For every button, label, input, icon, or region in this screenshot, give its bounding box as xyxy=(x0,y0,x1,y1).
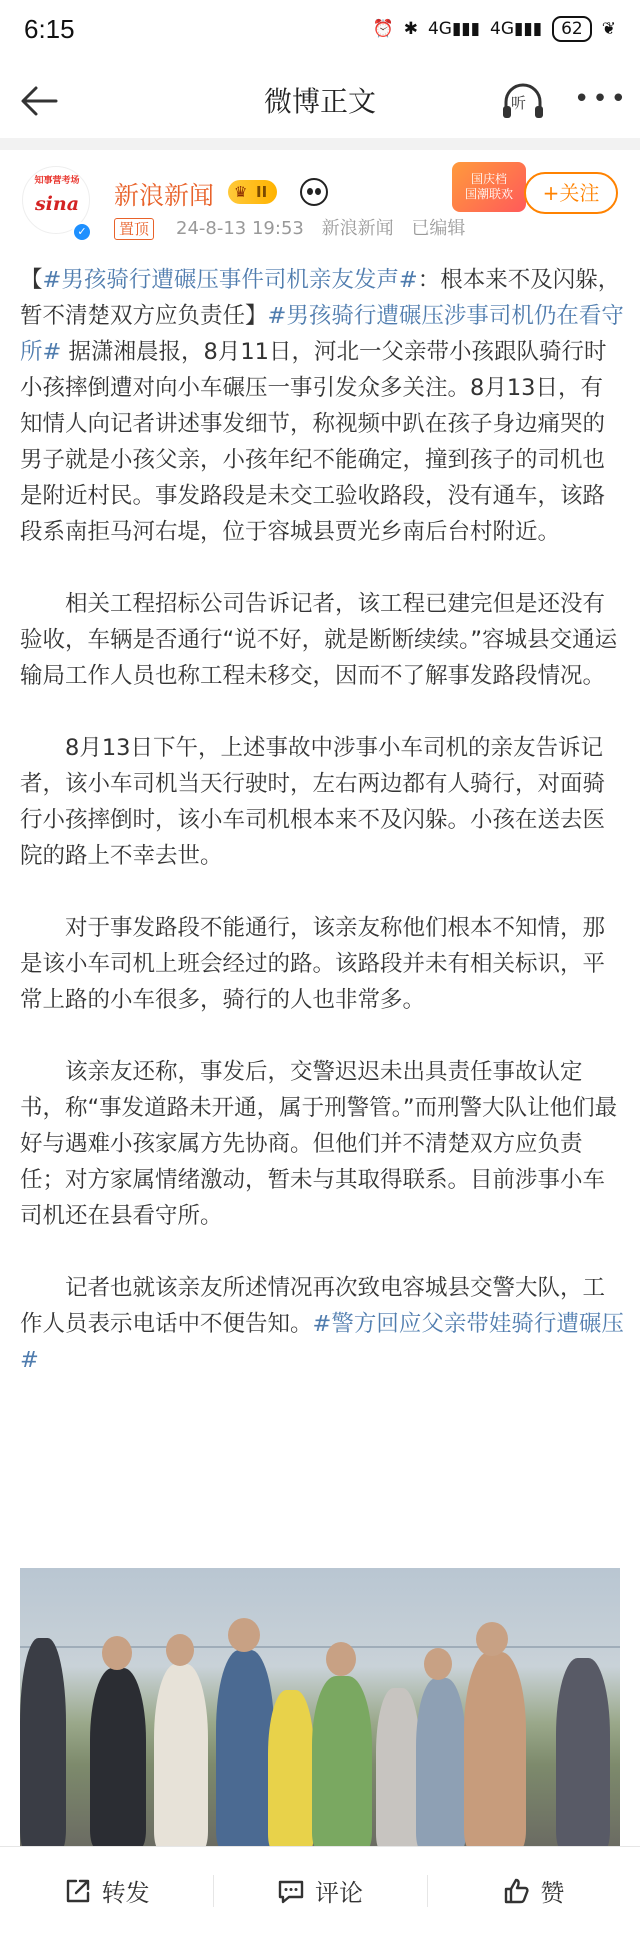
post-timestamp: 24-8-13 19:53 xyxy=(176,218,304,239)
hashtag-link[interactable]: #男孩骑行遭碾压涉事司机仍在看守所# xyxy=(20,303,624,365)
person-head xyxy=(326,1642,356,1676)
more-options-icon[interactable]: ••• xyxy=(574,84,630,114)
paragraph-6: 记者也就该亲友所述情况再次致电容城县交警大队，工作人员表示电话中不便告知。#警方回应父亲带娃骑行遭碾压# xyxy=(20,1275,624,1373)
promo-line-1: 国庆档 xyxy=(470,172,507,186)
divider xyxy=(0,138,640,150)
promo-badge[interactable] xyxy=(452,162,526,212)
alarm-icon: ⏰ xyxy=(372,19,394,39)
person-figure xyxy=(90,1668,146,1848)
level-label: II xyxy=(256,183,268,201)
person-figure xyxy=(464,1652,526,1850)
page-title: 微博正文 xyxy=(263,85,376,118)
paragraph-3: 8月13日下午，上述事故中涉事小车司机的亲友告诉记者，该小车司机当天行驶时，左右两边都有人骑行，对面骑行小孩摔倒时，该小车司机根本来不及闪躲。小孩在送去医院的路上不幸去世。 xyxy=(20,735,606,869)
post-meta xyxy=(176,218,477,240)
nav-bar xyxy=(0,60,640,140)
signal-4g-icon: 4G▮▮▮ xyxy=(490,19,543,39)
listen-label: 听 xyxy=(511,94,527,112)
panda-icon xyxy=(300,178,328,206)
person-head xyxy=(424,1648,452,1680)
listen-button[interactable] xyxy=(498,76,548,126)
paragraph-5: 该亲友还称，事发后，交警迟迟未出具责任事故认定书，称“事发道路未开通，属于刑警管。”而刑警大队让他们最好与遇难小孩家属方先协商。但他们并不清楚双方应负责任；对方家属情绪激动，暂未与其取得联系。目前涉事小车司机还在县看守所。 xyxy=(20,1059,618,1229)
status-time: 6:15 xyxy=(24,13,75,44)
hashtag-link[interactable]: #男孩骑行遭碾压事件司机亲友发声# xyxy=(42,267,418,293)
person-figure xyxy=(268,1690,314,1850)
battery-icon: 62 xyxy=(552,16,592,42)
like-button[interactable] xyxy=(427,1847,640,1934)
comment-label: 评论 xyxy=(314,1879,363,1907)
post-body xyxy=(20,262,624,1414)
signal-4g-icon: 4G▮▮▮ xyxy=(427,19,481,39)
hashtag-link[interactable]: #警方回应父亲带娃骑行遭碾压# xyxy=(20,1311,624,1373)
status-icons xyxy=(373,16,616,42)
status-bar xyxy=(0,0,640,58)
follow-button[interactable]: +关注 xyxy=(524,172,618,214)
paragraph-2: 相关工程招标公司告诉记者，该工程已建完但是还没有验收，车辆是否通行“说不好，就是断断续续。”容城县交通运输局工作人员也称工程未移交，因而不了解事发路段情况。 xyxy=(20,591,618,689)
action-bar xyxy=(0,1846,640,1934)
person-head xyxy=(228,1618,260,1652)
leaf-icon: ❦ xyxy=(601,19,616,39)
edited-label: 已编辑 xyxy=(411,218,466,239)
share-icon xyxy=(64,1877,92,1905)
person-figure xyxy=(154,1664,208,1850)
verified-icon: ✓ xyxy=(72,222,92,242)
person-head xyxy=(166,1634,194,1666)
person-head xyxy=(102,1636,132,1670)
person-figure xyxy=(216,1650,274,1850)
avatar-banner: 知事营考场 xyxy=(34,176,80,186)
pinned-tag: 置顶 xyxy=(114,218,154,240)
thumbs-up-icon xyxy=(502,1877,530,1905)
author-name[interactable]: 新浪新闻 xyxy=(114,181,215,210)
person-head xyxy=(476,1622,508,1656)
sina-logo: sina xyxy=(34,193,80,215)
comment-button[interactable] xyxy=(213,1847,426,1934)
repost-label: 转发 xyxy=(101,1879,150,1907)
promo-line-2: 国潮联欢 xyxy=(464,187,513,201)
repost-button[interactable] xyxy=(0,1847,213,1934)
person-figure xyxy=(376,1688,420,1850)
person-figure xyxy=(556,1658,610,1850)
paragraph-4: 对于事发路段不能通行，该亲友称他们根本不知情，那是该小车司机上班会经过的路。该路段并未有相关标识，平常上路的小车很多，骑行的人也非常多。 xyxy=(20,915,606,1013)
bluetooth-icon: ✱ xyxy=(403,19,418,39)
person-figure xyxy=(312,1676,372,1850)
person-figure xyxy=(416,1678,466,1850)
comment-icon xyxy=(277,1877,305,1905)
post-header xyxy=(0,150,640,250)
person-figure xyxy=(20,1638,66,1850)
post-source: 新浪新闻 xyxy=(321,218,394,239)
like-label: 赞 xyxy=(540,1879,565,1907)
level-badge[interactable] xyxy=(228,180,277,204)
paragraph-1: 【#男孩骑行遭碾压事件司机亲友发声#：根本来不及闪躲，暂不清楚双方应负责任】#男孩骑行遭碾压涉事司机仍在看守所# 据潇湘晨报，8月11日，河北一父亲带小孩跟队骑行时小孩摔倒遭对向小车碾压一事引发众多关注。8月13日，有知情人向记者讲述事发细节，称视频中趴在孩子身边痛哭的男子就是小孩父亲，小孩年纪不能确定，撞到孩子的司机也是附近村民。事发路段是未交工验收路段，没有通车，该路段系南拒马河右堤，位于容城县贾光乡南后台村附近。 xyxy=(20,267,624,545)
crown-icon: ♛ xyxy=(234,183,248,201)
post-image[interactable] xyxy=(20,1568,620,1850)
